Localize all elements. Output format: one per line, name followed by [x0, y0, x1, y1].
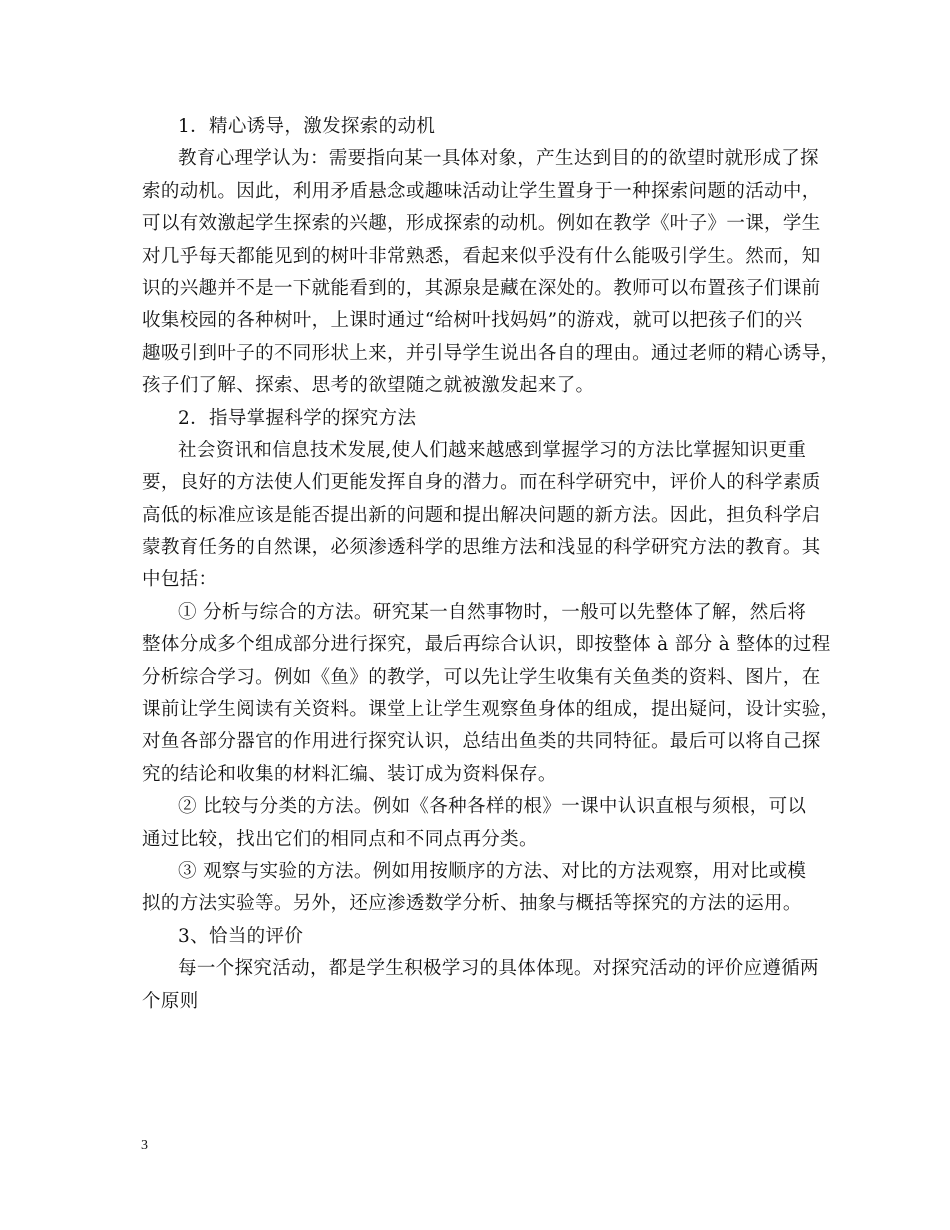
paragraph-line: 要，良好的方法使人们更能发挥自身的潜力。而在科学研究中，评价人的科学素质: [142, 472, 821, 494]
paragraph-line: 索的动机。因此，利用矛盾悬念或趣味活动让学生置身于一种探索问题的活动中，: [142, 180, 821, 202]
paragraph-line: 趣吸引到叶子的不同形状上来，并引导学生说出各自的理由。通过老师的精心诱导，: [142, 342, 840, 364]
paragraph-line: 对几乎每天都能见到的树叶非常熟悉，看起来似乎没有什么能吸引学生。然而，知: [142, 245, 821, 267]
paragraph-line: 收集校园的各种树叶，上课时通过“给树叶找妈妈”的游戏，就可以把孩子们的兴: [142, 310, 803, 332]
document-body: [142, 111, 840, 1018]
paragraph-line: 究的结论和收集的材料汇编、装订成为资料保存。: [142, 763, 557, 785]
paragraph-line: 识的兴趣并不是一下就能看到的，其源泉是藏在深处的。教师可以布置孩子们课前: [142, 277, 821, 299]
paragraph-line: 拟的方法实验等。另外，还应渗透数学分析、抽象与概括等探究的方法的运用。: [142, 893, 802, 915]
list-item-1: ① 分析与综合的方法。研究某一自然事物时，一般可以先整体了解，然后将: [178, 601, 807, 623]
page-number: 3: [141, 1138, 148, 1153]
paragraph-line: 可以有效激起学生探索的兴趣，形成探索的动机。例如在教学《叶子》一课，学生: [142, 213, 821, 235]
heading-2: 2．指导掌握科学的探究方法: [178, 407, 417, 429]
paragraph-line: 个原则: [142, 990, 199, 1012]
heading-3: 3、恰当的评价: [178, 925, 304, 947]
list-item-2: ② 比较与分类的方法。例如《各种各样的根》一课中认识直根与须根，可以: [178, 796, 807, 818]
paragraph-line: 对鱼各部分器官的作用进行探究认识，总结出鱼类的共同特征。最后可以将自己探: [142, 731, 821, 753]
paragraph-line: 蒙教育任务的自然课，必须渗透科学的思维方法和浅显的科学研究方法的教育。其: [142, 537, 821, 559]
paragraph-line: 中包括：: [142, 569, 218, 591]
paragraph-line: 孩子们了解、探索、思考的欲望随之就被激发起来了。: [142, 375, 595, 397]
heading-1: 1．精心诱导，激发探索的动机: [178, 116, 436, 137]
paragraph-line: 教育心理学认为：需要指向某一具体对象，产生达到目的的欲望时就形成了探: [178, 148, 819, 170]
paragraph-line: 分析综合学习。例如《鱼》的教学，可以先让学生收集有关鱼类的资料、图片，在: [142, 666, 821, 688]
paragraph-line: 通过比较，找出它们的相同点和不同点再分类。: [142, 828, 538, 850]
paragraph-line: 课前让学生阅读有关资料。课堂上让学生观察鱼身体的组成，提出疑问，设计实验，: [142, 699, 840, 721]
paragraph-line: 高低的标准应该是能否提出新的问题和提出解决问题的新方法。因此，担负科学启: [142, 504, 821, 526]
paragraph-line: 社会资讯和信息技术发展,使人们越来越感到掌握学习的方法比掌握知识更重: [178, 439, 807, 461]
list-item-3: ③ 观察与实验的方法。例如用按顺序的方法、对比的方法观察，用对比或模: [178, 860, 807, 882]
paragraph-line: 每一个探究活动，都是学生积极学习的具体体现。对探究活动的评价应遵循两: [178, 958, 819, 980]
paragraph-line: 整体分成多个组成部分进行探究，最后再综合认识，即按整体 à 部分 à 整体的过程: [142, 634, 831, 656]
